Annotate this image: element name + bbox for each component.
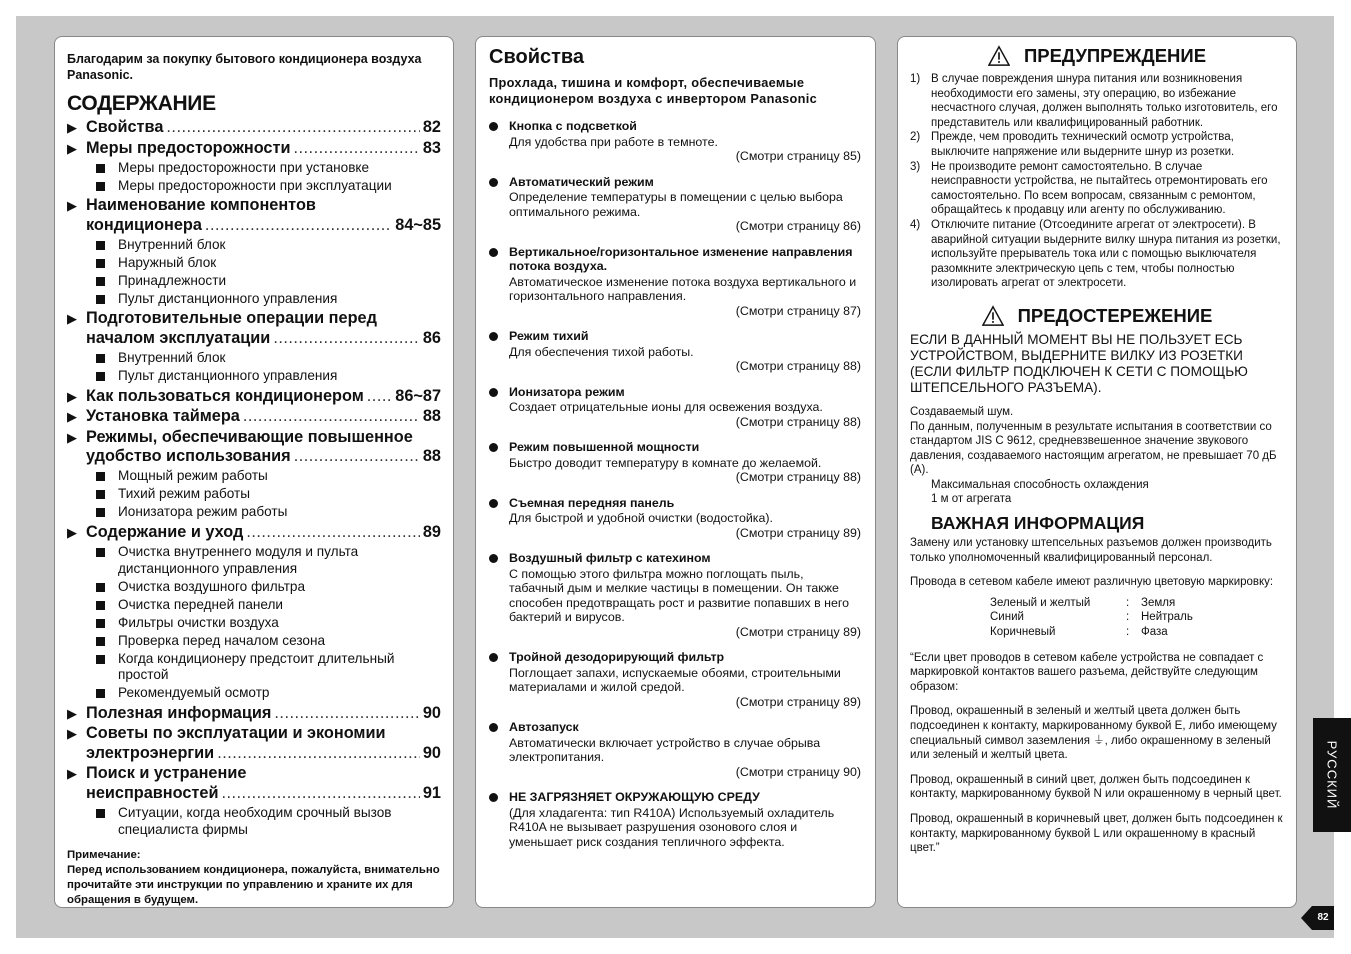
bullet-icon [489,248,498,257]
warning-item [910,130,1284,159]
contents-title: СОДЕРЖАНИЕ [67,92,216,115]
wire-separator: : [1126,626,1130,639]
toc-sublist [86,468,441,521]
wire-separator: : [1126,611,1130,624]
toc-leader-dots [166,118,419,138]
square-bullet-icon [96,164,105,173]
triangle-right-icon: ▶ [67,429,77,445]
note [67,848,441,908]
toc-line [86,724,441,744]
toc-subitem-label: Пульт дистанционного управления [118,290,338,306]
feature-page-reference: (Смотри страницу 86) [735,219,861,233]
toc-subitem[interactable] [86,486,441,503]
feature-description: (Для хладагента: тип R410A) Используемый охладитель R410A не вызывает разрушения озонового слоя и уменьшает риск создания тепличного эффекта. [509,805,835,849]
toc-entry[interactable] [67,764,441,838]
toc-line [86,309,441,329]
important-p1: Замену или установку штепсельных разъемов должен производить только уполномоченный квалифицированный персонал. [910,537,1272,564]
square-bullet-icon [96,241,105,250]
toc-entry[interactable] [67,387,441,407]
feature-description: Автоматическое изменение потока воздуха вертикального и горизонтального направления. [509,274,857,303]
wire-color: Зеленый и желтый [990,596,1091,609]
toc-page-number: 89 [422,522,441,541]
toc-entry[interactable] [67,407,441,427]
toc-leader-dots [273,329,420,349]
feature-item [489,790,861,849]
feature-title: НЕ ЗАГРЯЗНЯЕТ ОКРУЖАЮЩУЮ СРЕДУ [509,790,760,804]
toc-entry-title: Советы по эксплуатации и экономии [86,724,386,743]
toc-page-number: 83 [422,138,441,157]
square-bullet-icon [96,277,105,286]
toc-leader-dots [367,387,393,407]
toc-subitem[interactable] [86,255,441,272]
toc-subitem-label: Тихий режим работы [118,486,251,502]
warning-number: 2) [910,131,921,144]
toc-entry[interactable] [67,196,441,307]
toc-page-number: 88 [422,447,441,466]
wire-row [910,610,1284,625]
wire-meaning: Земля [1141,596,1176,609]
toc-subitem[interactable] [86,597,441,614]
toc-entry-title: Наименование компонентов [86,196,316,215]
toc-leader-dots [217,744,420,764]
toc-subitem[interactable] [86,468,441,485]
wire-color: Коричневый [990,626,1056,639]
toc-entry[interactable] [67,704,441,724]
toc-subitem[interactable] [86,368,441,385]
triangle-right-icon: ▶ [67,198,77,214]
warning-header [910,45,1284,67]
caution-header [910,305,1284,327]
features-panel [475,36,876,908]
toc-subitem[interactable] [86,291,441,308]
feature-item [489,385,861,430]
square-bullet-icon [96,637,105,646]
toc-entry-title: Свойства [86,118,164,136]
toc-subitem[interactable] [86,633,441,650]
toc-subitem-label: Ионизатора режим работы [118,504,288,520]
toc-entry-title: Режимы, обеспечивающие повышенное [86,427,413,446]
toc-subitem[interactable] [86,350,441,367]
bullet-icon [489,723,498,732]
important-p6: Провод, окрашенный в коричневый цвет, должен быть подсоединен к контакту, маркированному буквой L или окрашенному в красный цвет.” [910,812,1283,855]
note-text: Перед использованием кондиционера, пожалуйста, внимательно прочитайте эти инструкции по управлению и храните их для обращения в будущем. [67,864,440,906]
language-tab [1313,718,1351,832]
toc-page-number: 91 [422,783,441,802]
toc-subitem-label: Наружный блок [118,254,217,270]
feature-title: Тройной дезодорирующий фильтр [509,650,725,664]
toc-leader-dots [205,216,392,236]
toc-entry-title: началом эксплуатации [86,328,271,347]
feature-description: Для удобства при работе в темноте. [509,134,718,149]
feature-page-reference: (Смотри страницу 89) [735,694,861,709]
toc-subitem-label: Меры предосторожности при установке [118,159,370,175]
feature-title: Автоматический режим [509,174,654,189]
toc-subitem-label: Очистка воздушного фильтра [118,578,306,594]
triangle-right-icon: ▶ [67,705,77,721]
toc-subitem-label: Когда кондиционеру предстоит длительный простой [118,650,395,683]
features-list [489,119,861,849]
contents-panel [54,36,454,908]
toc-line [86,764,441,784]
warning-number: 4) [910,218,921,231]
toc-subitem-label: Рекомендуемый осмотр [118,685,270,701]
feature-title: Кнопка с подсветкой [509,119,637,133]
toc-subitem-label: Мощный режим работы [118,468,268,484]
toc-entry-title: кондиционера [86,215,202,234]
toc-subitem[interactable] [86,544,441,577]
square-bullet-icon [96,619,105,628]
toc-subitem[interactable] [86,504,441,521]
important-p2: Провода в сетевом кабеле имеют различную цветовую маркировку: [910,576,1274,589]
toc-entry[interactable] [67,428,441,521]
toc-entry[interactable] [67,309,441,384]
toc-page-number: 90 [422,703,441,722]
triangle-right-icon: ▶ [67,409,77,425]
toc-entry-title: Подготовительные операции перед [86,309,377,328]
page-number: 82 [1312,906,1334,930]
toc-page-number: 86 [422,328,441,347]
square-bullet-icon [96,295,105,304]
toc-subitem[interactable] [86,237,441,254]
intro-text: Благодарим за покупку бытового кондиционера воздуха Panasonic. [67,52,422,82]
toc-subitem[interactable] [86,273,441,290]
square-bullet-icon [96,182,105,191]
toc-line [86,428,441,448]
feature-title: Вертикальное/горизонтальное изменение направления потока воздуха. [509,244,853,273]
toc-line [86,407,441,427]
toc-entry-title: электроэнергии [86,743,215,762]
caution-triangle-icon [982,305,1004,327]
feature-item [489,175,861,234]
warning-title: ПРЕДУПРЕЖДЕНИЕ [1023,45,1207,66]
toc-entry-title: Полезная информация [86,703,272,722]
feature-item [489,119,861,164]
feature-item [489,720,861,779]
toc-entry[interactable] [67,118,441,138]
warning-text: Прежде, чем проводить технический осмотр устройства, выключите напряжение или выдерните шнур из розетки. [931,131,1235,158]
important-p3: “Если цвет проводов в сетевом кабеле устройства не совпадает с маркировкой контактов вашего разъема, действуйте следующим образом: [910,651,1264,693]
square-bullet-icon [96,548,105,557]
toc-sublist [86,160,441,195]
toc-leader-dots [274,704,419,724]
toc-sublist [86,350,441,385]
toc-entry[interactable] [67,523,441,702]
feature-description: С помощью этого фильтра можно поглощать пыль, табачный дым и мелкие частицы в помещении. Он также способен предотвращать рост и развитие попавших в него бактерий и вирусов. [509,566,850,624]
toc-sublist [86,805,441,838]
toc-subitem[interactable] [86,178,441,195]
feature-description: Поглощает запахи, испускаемые обоями, строительными материалами и жилой средой. [509,665,841,694]
toc-entry-title: Меры предосторожности [86,138,291,157]
triangle-right-icon: ▶ [67,726,77,742]
toc-subitem[interactable] [86,615,441,632]
toc-sublist [86,544,441,702]
warning-number: 1) [910,73,921,85]
wire-color: Синий [990,611,1024,624]
square-bullet-icon [96,472,105,481]
toc-line [86,196,441,216]
wire-row [910,625,1284,640]
feature-title: Автозапуск [509,720,579,734]
feature-page-reference: (Смотри страницу 90) [735,764,861,779]
bullet-icon [489,554,498,563]
toc-line [86,704,441,724]
toc-entry-title: Как пользоваться кондиционером [86,386,364,405]
noise-text: По данным, полученным в результате испытания в соответствии со стандартом JIS C 9612, средневзвешенное значение звукового давления, создаваемого настоящим агрегатом, не превышает 70 дБ (А). [910,420,1277,477]
warning-item [910,160,1284,218]
feature-description: Для обеспечения тихой работы. [509,344,694,359]
feature-item [489,329,861,374]
warning-text: Отключите питание (Отсоедините агрегат от электросети). В аварийной ситуации выдерните вилку шнура питания из розетки, используйте прерыватель тока или с помощью выключателя разомкните электрическую цепь с тем, чтобы полностью изолировать агрегат от электросети. [931,218,1281,290]
toc-subitem-label: Фильтры очистки воздуха [118,614,279,630]
feature-description: Определение температуры в помещении с целью выбора оптимального режима. [509,190,843,219]
square-bullet-icon [96,372,105,381]
toc-subitem[interactable] [86,160,441,177]
toc-subitem[interactable] [86,805,441,838]
bullet-icon [489,122,498,131]
bullet-icon [489,793,498,802]
toc-subitem-label: Меры предосторожности при эксплуатации [118,177,392,193]
feature-page-reference: (Смотри страницу 88) [735,470,861,484]
feature-description: Автоматически включает устройство в случае обрыва электропитания. [509,735,821,764]
toc-line [86,329,441,349]
toc-entry-title: Содержание и уход [86,522,244,541]
feature-item [489,551,861,639]
toc-entry-title: Установка таймера [86,407,240,426]
bullet-icon [489,499,498,508]
feature-title: Воздушный фильтр с катехином [509,551,711,565]
bullet-icon [489,388,498,397]
toc-line [86,523,441,543]
triangle-right-icon: ▶ [67,140,77,156]
caution-text: ЕСЛИ В ДАННЫЙ МОМЕНТ ВЫ НЕ ПОЛЬЗУЕТ ЕСЬ УСТРОЙСТВОМ, ВЫДЕРНИТЕ ВИЛКУ ИЗ РОЗЕТКИ (ЕСЛИ ФИЛЬТР ПОДКЛЮЧЕН К СЕТИ С ПОМОЩЬЮ ШТЕПСЕЛЬНОГО РАЗЪЕМА). [910,331,1248,395]
toc-leader-dots [294,447,420,467]
warning-item [910,72,1284,130]
toc-line [86,784,441,804]
toc-line [86,139,441,159]
square-bullet-icon [96,583,105,592]
bullet-icon [489,443,498,452]
toc-subitem[interactable] [86,579,441,596]
toc-subitem-label: Очистка внутреннего модуля и пульта дистанционного управления [118,544,359,576]
bullet-icon [489,178,498,187]
noise-line-1: Максимальная способность охлаждения [931,478,1149,491]
features-subtitle: Прохлада, тишина и комфорт, обеспечиваемые кондиционером воздуха с инвертором Panasonic [489,75,818,106]
bullet-icon [489,332,498,341]
triangle-right-icon: ▶ [67,524,77,540]
toc-subitem-label: Внутренний блок [118,350,226,366]
triangle-right-icon: ▶ [67,388,77,404]
toc-leader-dots [243,407,420,427]
noise-line-2: 1 м от агрегата [931,493,1012,506]
important-p5: Провод, окрашенный в синий цвет, должен быть подсоединен к контакту, маркированному буквой N или окрашенному в черный цвет. [910,773,1282,801]
feature-description: Создает отрицательные ионы для освежения воздуха. [509,400,823,414]
feature-page-reference: (Смотри страницу 87) [735,303,861,318]
language-label: РУССКИЙ [1324,740,1340,810]
caution-title: ПРЕДОСТЕРЕЖЕНИЕ [1017,304,1213,326]
warning-text: В случае повреждения шнура питания или возникновения необходимости его замены, эту операцию, во избежание несчастного случая, должен выполнять только изготовитель, его представитель или квалифицированный работник. [931,73,1278,129]
toc-line [86,744,441,764]
toc-line [86,447,441,467]
feature-page-reference: (Смотри страницу 88) [735,359,861,373]
square-bullet-icon [96,354,105,363]
square-bullet-icon [96,689,105,698]
toc-subitem-label: Очистка передней панели [118,596,284,612]
toc-sublist [86,237,441,308]
important-p4: Провод, окрашенный в зеленый и желтый цвета должен быть подсоединен к контакту, маркированному буквой E, либо имеющему специальный символ заземления ⏚, либо окрашенному в зеленый или зеленый и желтый цвета. [910,705,1277,762]
square-bullet-icon [96,259,105,268]
feature-title: Ионизатора режим [509,384,625,399]
warning-text: Не производите ремонт самостоятельно. В случае неисправности устройства, не пытайтесь отремонтировать его самостоятельно. По всем вопросам, связанным с ремонтом, обращайтесь к продавцу или агенту по обслуживанию. [931,160,1268,217]
feature-item [489,245,861,319]
feature-description: Для быстрой и удобной очистки (водостойка). [509,511,773,525]
warnings-list [910,72,1284,291]
square-bullet-icon [96,601,105,610]
square-bullet-icon [96,508,105,517]
toc-page-number: 86~87 [395,386,441,405]
wire-meaning: Фаза [1141,626,1168,639]
feature-page-reference: (Смотри страницу 85) [735,149,861,163]
toc-entry-title: неисправностей [86,783,219,802]
toc-subitem-label: Принадлежности [118,272,227,288]
feature-description: Быстро доводит температуру в комнате до желаемой. [509,455,822,470]
triangle-right-icon: ▶ [67,120,77,135]
toc-entry-title: Поиск и устранение [86,764,247,783]
square-bullet-icon [96,490,105,499]
table-of-contents [67,118,441,838]
toc-page-number: 84~85 [395,215,441,234]
triangle-right-icon: ▶ [67,766,77,782]
toc-subitem[interactable] [86,685,441,702]
toc-line [86,387,441,407]
toc-subitem[interactable] [86,651,441,684]
toc-page-number: 82 [422,118,441,136]
square-bullet-icon [96,655,105,664]
toc-leader-dots [293,139,419,159]
feature-page-reference: (Смотри страницу 89) [735,525,861,540]
feature-title: Режим повышенной мощности [509,440,700,454]
toc-subitem-label: Внутренний блок [118,236,226,252]
toc-line [86,216,441,236]
wire-color-table [910,596,1284,640]
warning-number: 3) [910,160,921,173]
feature-page-reference: (Смотри страницу 88) [735,414,861,429]
toc-leader-dots [246,523,420,543]
bullet-icon [489,653,498,662]
triangle-right-icon: ▶ [67,311,77,327]
feature-title: Режим тихий [509,329,589,343]
feature-title: Съемная передняя панель [509,495,675,510]
toc-page-number: 90 [422,743,441,762]
feature-item [489,650,861,709]
feature-item [489,440,861,485]
feature-item [489,496,861,541]
toc-subitem-label: Ситуации, когда необходим срочный вызов специалиста фирмы [118,805,392,837]
toc-entry[interactable] [67,139,441,195]
toc-subitem-label: Проверка перед началом сезона [118,632,326,648]
noise-title: Создаваемый шум. [910,405,1014,418]
toc-entry-title: удобство использования [86,447,291,466]
toc-page-number: 88 [422,407,441,426]
features-title: Свойства [489,46,585,68]
square-bullet-icon [96,809,105,818]
safety-panel [897,36,1297,908]
toc-entry[interactable] [67,724,441,763]
wire-row [910,596,1284,611]
toc-leader-dots [221,784,419,804]
note-title: Примечание: [67,849,141,861]
important-title: ВАЖНАЯ ИНФОРМАЦИЯ [931,513,1145,534]
wire-separator: : [1126,596,1130,609]
warning-triangle-icon [988,45,1010,67]
page-number-arrow [1301,906,1312,930]
wire-meaning: Нейтраль [1141,611,1193,624]
warning-item [910,218,1284,291]
toc-line [86,118,441,138]
feature-page-reference: (Смотри страницу 89) [735,624,861,639]
toc-subitem-label: Пульт дистанционного управления [118,368,338,384]
